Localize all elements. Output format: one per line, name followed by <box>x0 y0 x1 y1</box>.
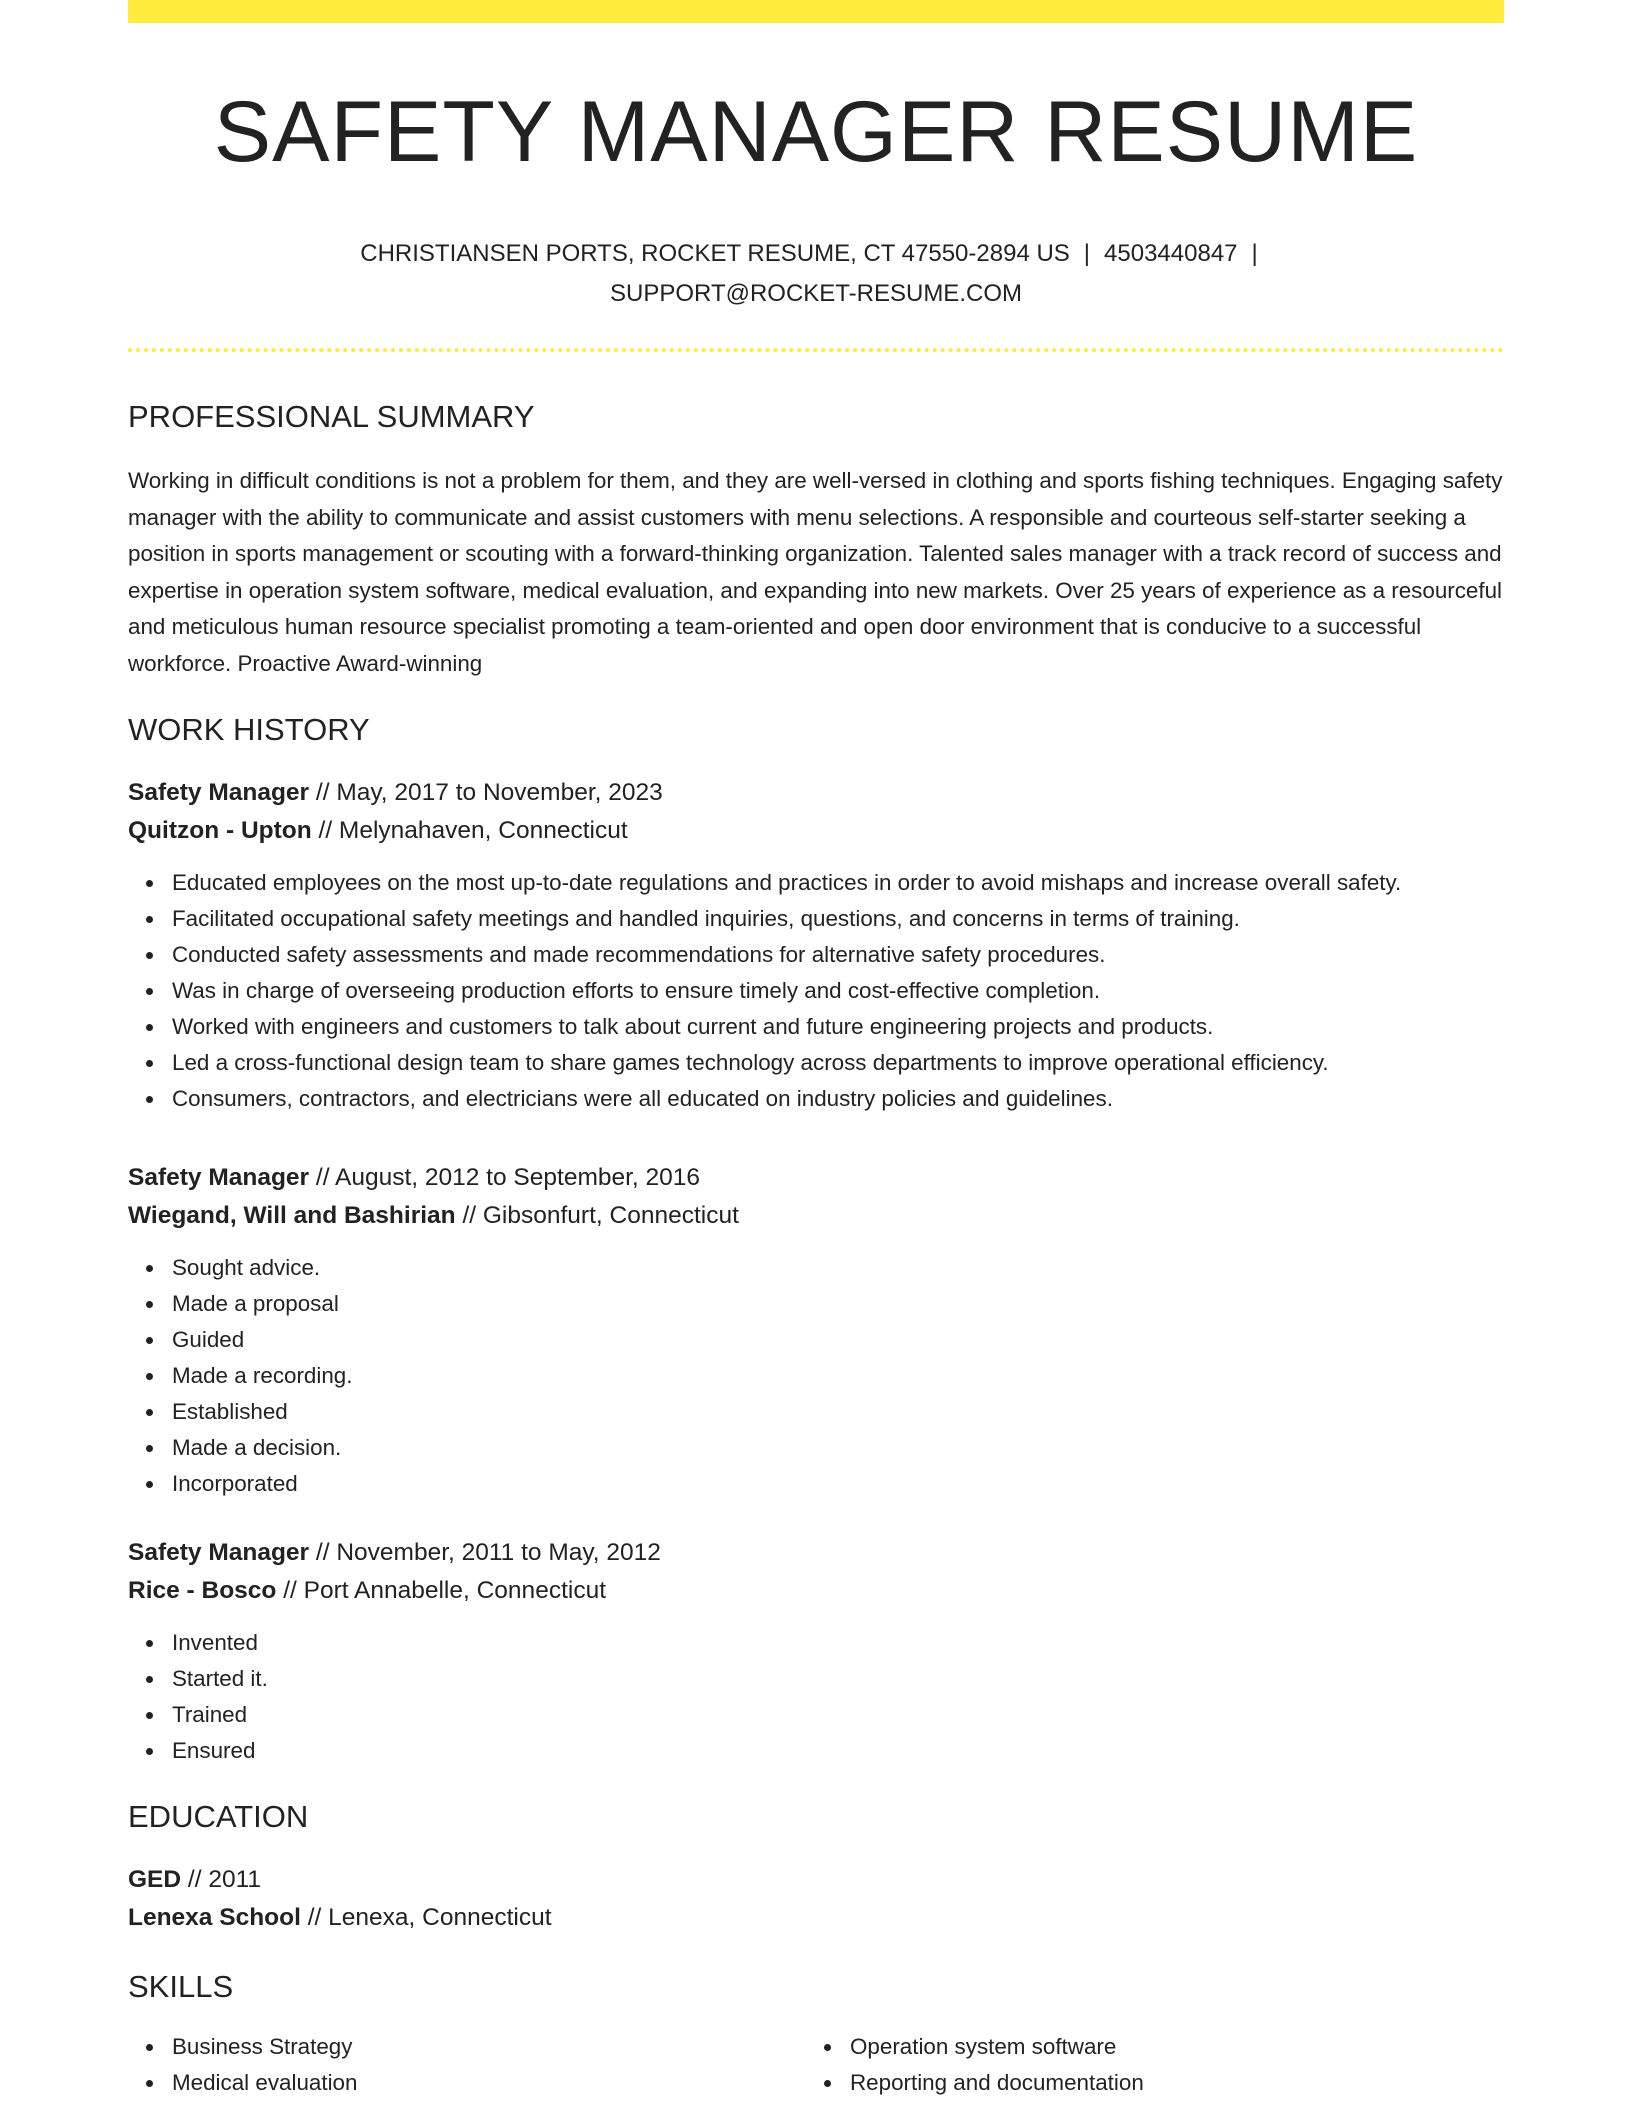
job-entry <box>128 1159 1504 1502</box>
list-item: Led a cross-functional design team to share games technology across departments to improve operational efficiency. <box>172 1045 1504 1081</box>
job-title-line <box>128 1159 1504 1197</box>
education-degree: GED <box>128 1866 182 1893</box>
job-title-line <box>128 774 1504 812</box>
list-item: Sought advice. <box>172 1250 1504 1286</box>
list-item: Made a recording. <box>172 1358 1504 1394</box>
job-company: Quitzon - Upton <box>128 817 312 844</box>
list-item: Made a proposal <box>172 1286 1504 1322</box>
job-bullet-list <box>128 865 1504 1117</box>
skills-column-left <box>128 2029 806 2101</box>
job-dates: // August, 2012 to September, 2016 <box>309 1164 701 1191</box>
job-position: Safety Manager <box>128 1539 310 1566</box>
list-item: Was in charge of overseeing production efforts to ensure timely and cost-effective completion. <box>172 973 1504 1009</box>
education-location: // Lenexa, Connecticut <box>300 1904 552 1931</box>
education-heading: EDUCATION <box>128 1799 309 1834</box>
job-company: Rice - Bosco <box>128 1577 277 1604</box>
job-entry <box>128 1534 1504 1769</box>
job-company: Wiegand, Will and Bashirian <box>128 1202 456 1229</box>
contact-email[interactable]: SUPPORT@ROCKET-RESUME.COM <box>610 280 1022 307</box>
job-company-line <box>128 812 1504 850</box>
job-position: Safety Manager <box>128 779 310 806</box>
contact-separator: | <box>1251 240 1258 267</box>
skills-heading: SKILLS <box>128 1969 234 2004</box>
list-item: Facilitated occupational safety meetings and handled inquiries, questions, and concerns in terms of training. <box>172 901 1504 937</box>
list-item: Trained <box>172 1697 1504 1733</box>
job-dates: // May, 2017 to November, 2023 <box>309 779 663 806</box>
list-item: Started it. <box>172 1661 1504 1697</box>
resume-title: SAFETY MANAGER RESUME <box>213 84 1419 180</box>
list-item: Made a decision. <box>172 1430 1504 1466</box>
skill-item: Business Strategy <box>172 2029 806 2065</box>
list-item: Invented <box>172 1625 1504 1661</box>
summary-text: Working in difficult conditions is not a problem for them, and they are well-versed in clothing and sports fishing techniques. Engaging safety manager with the ability to communicate and assist customers with menu selections. A responsible and courteous self-starter seeking a position in sports management or scouting with a forward-thinking organization. Talented sales manager with a track record of success and expertise in operation system software, medical evaluation, and expanding into new markets. Over 25 years of experience as a resourceful and meticulous human resource specialist promoting a team-oriented and open door environment that is conducive to a successful workforce. Proactive Award-winning <box>128 468 1503 676</box>
skills-column-right <box>806 2029 1484 2101</box>
job-location: // Melynahaven, Connecticut <box>311 817 628 844</box>
job-title-line <box>128 1534 1504 1572</box>
accent-top-bar <box>128 0 1504 23</box>
list-item: Worked with engineers and customers to talk about current and future engineering projects and products. <box>172 1009 1504 1045</box>
job-entry <box>128 774 1504 1117</box>
work-history-heading: WORK HISTORY <box>128 712 370 747</box>
list-item: Incorporated <box>172 1466 1504 1502</box>
dotted-divider <box>128 348 1504 352</box>
contact-info <box>316 234 1316 314</box>
list-item: Ensured <box>172 1733 1504 1769</box>
skills-list-right <box>806 2029 1484 2101</box>
skills-list-left <box>128 2029 806 2101</box>
job-bullet-list <box>128 1250 1504 1502</box>
education-year: // 2011 <box>181 1866 262 1893</box>
education-school: Lenexa School <box>128 1904 301 1931</box>
skill-item: Medical evaluation <box>172 2065 806 2101</box>
list-item: Established <box>172 1394 1504 1430</box>
job-position: Safety Manager <box>128 1164 310 1191</box>
resume-page <box>128 0 1504 2101</box>
job-location: // Port Annabelle, Connecticut <box>276 1577 606 1604</box>
list-item: Educated employees on the most up-to-date regulations and practices in order to avoid mishaps and increase overall safety. <box>172 865 1504 901</box>
job-company-line <box>128 1197 1504 1235</box>
education-school-line <box>128 1899 1504 1937</box>
contact-phone: 4503440847 <box>1104 240 1238 267</box>
list-item: Conducted safety assessments and made recommendations for alternative safety procedures. <box>172 937 1504 973</box>
job-bullet-list <box>128 1625 1504 1769</box>
education-entry <box>128 1861 1504 1937</box>
education-degree-line <box>128 1861 1504 1899</box>
list-item: Consumers, contractors, and electricians were all educated on industry policies and guidelines. <box>172 1081 1504 1117</box>
summary-heading: PROFESSIONAL SUMMARY <box>128 399 535 434</box>
contact-address: CHRISTIANSEN PORTS, ROCKET RESUME, CT 47550-2894 US <box>360 240 1070 267</box>
job-dates: // November, 2011 to May, 2012 <box>309 1539 661 1566</box>
skill-item: Operation system software <box>850 2029 1484 2065</box>
job-location: // Gibsonfurt, Connecticut <box>455 1202 739 1229</box>
list-item: Guided <box>172 1322 1504 1358</box>
contact-separator: | <box>1083 240 1091 267</box>
skill-item: Reporting and documentation <box>850 2065 1484 2101</box>
job-company-line <box>128 1572 1504 1610</box>
skills-grid <box>128 2029 1504 2101</box>
